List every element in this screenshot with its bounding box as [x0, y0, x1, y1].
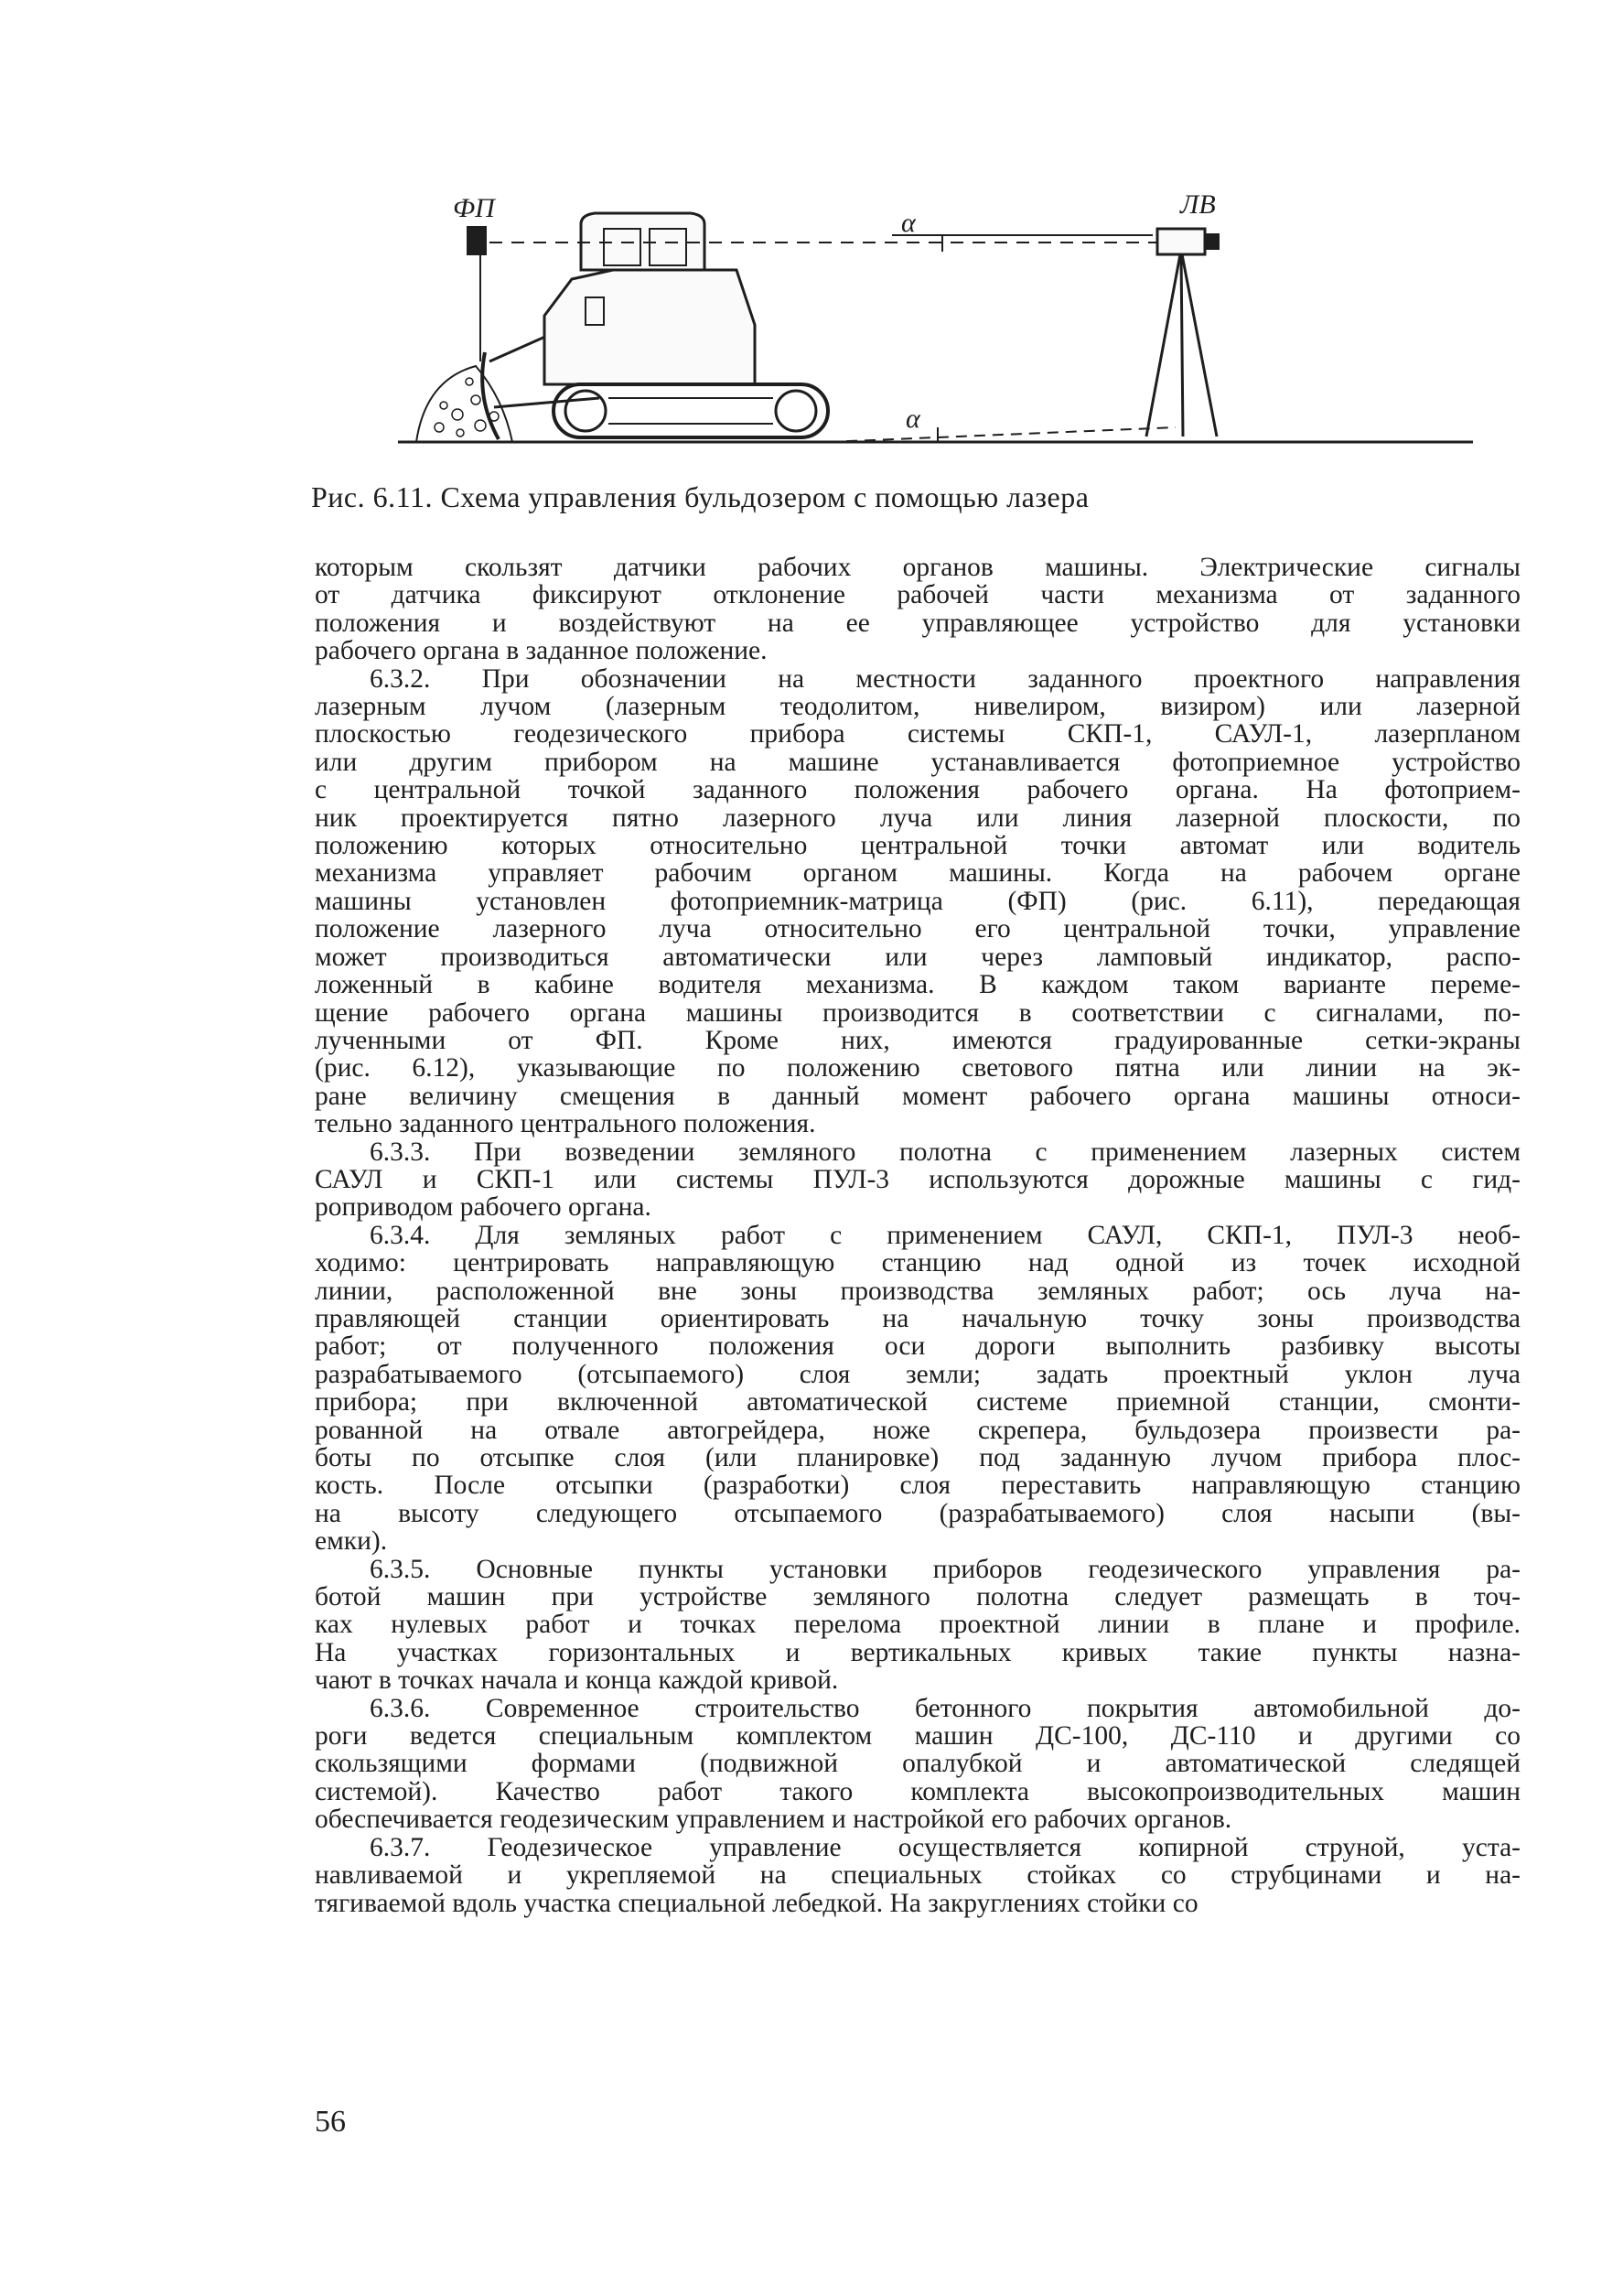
paragraph-line: разрабатываемого (отсыпаемого) слоя земли; задать проектный уклон луча: [315, 1359, 1521, 1389]
paragraph-line: САУЛ и СКП-1 или системы ПУЛ-3 используются дорожные машины с гид-: [315, 1164, 1521, 1194]
paragraph-line: машины установлен фотоприемник-матрица (ФП) (рис. 6.11), передающая: [315, 886, 1521, 916]
label-alpha-bottom: α: [906, 404, 920, 434]
paragraph-line: чают в точках начала и конца каждой кривой.: [315, 1665, 839, 1696]
paragraph-line: ложенный в кабине водителя механизма. В каждом таком варианте переме-: [315, 970, 1521, 1000]
paragraph-line: системой). Качество работ такого комплекта высокопроизводительных машин: [315, 1776, 1521, 1806]
label-fp: ФП: [453, 193, 495, 223]
paragraph-line: навливаемой и укрепляемой на специальных стойках со струбцинами и на-: [315, 1860, 1521, 1891]
paragraph-line: емки).: [315, 1526, 388, 1557]
paragraph-line: скользящими формами (подвижной опалубкой и автоматической следящей: [315, 1749, 1521, 1779]
paragraph-line: рованной на отвале автогрейдера, ноже скрепера, бульдозера произвести ра-: [315, 1415, 1521, 1445]
paragraph-line: механизма управляет рабочим органом машины. Когда на рабочем органе: [315, 858, 1521, 889]
paragraph-line: 6.3.5. Основные пункты установки приборов геодезического управления ра-: [370, 1554, 1521, 1584]
body-text: [315, 554, 1521, 1917]
paragraph-line: положение лазерного луча относительно его центральной точки, управление: [315, 914, 1521, 944]
paragraph-line: прибора; при включенной автоматической системе приемной станции, смонти-: [315, 1387, 1521, 1417]
label-alpha-top: α: [901, 208, 916, 238]
paragraph-line: которым скользят датчики рабочих органов машины. Электрические сигналы: [315, 553, 1521, 582]
paragraph-line: рабочего органа в заданное положение.: [315, 636, 768, 666]
paragraph-line: или другим прибором на машине устанавливается фотоприемное устройство: [315, 747, 1521, 777]
paragraph-line: может производиться автоматически или через ламповый индикатор, распо-: [315, 942, 1521, 972]
paragraph-line: правляющей станции ориентировать на начальную точку зоны производства: [315, 1303, 1521, 1333]
paragraph-line: 6.3.4. Для земляных работ с применением САУЛ, СКП-1, ПУЛ-3 необ-: [370, 1220, 1521, 1250]
paragraph-line: на высоту следующего отсыпаемого (разрабатываемого) слоя насыпи (вы-: [315, 1498, 1521, 1528]
paragraph-line: ботой машин при устройстве земляного полотна следует размещать в точ-: [315, 1582, 1521, 1612]
paragraph-line: лученными от ФП. Кроме них, имеются градуированные сетки-экраны: [315, 1025, 1521, 1055]
paragraph-line: тельно заданного центрального положения.: [315, 1109, 816, 1139]
paragraph-line: роприводом рабочего органа.: [315, 1192, 651, 1223]
paragraph-line: 6.3.7. Геодезическое управление осуществляется копирной струной, уста-: [370, 1832, 1521, 1862]
paragraph-line: ках нулевых работ и точках перелома проектной линии в плане и профиле.: [315, 1610, 1521, 1640]
paragraph-line: 6.3.2. При обозначении на местности заданного проектного направления: [370, 663, 1521, 694]
paragraph-line: от датчика фиксируют отклонение рабочей части механизма от заданного: [315, 580, 1521, 610]
paragraph-line: лазерным лучом (лазерным теодолитом, нивелиром, визиром) или лазерной: [315, 692, 1521, 722]
paragraph-line: тягиваемой вдоль участка специальной лебедкой. На закруглениях стойки со: [315, 1888, 1198, 1918]
paragraph-line: ходимо: центрировать направляющую станцию над одной из точек исходной: [315, 1248, 1521, 1278]
paragraph-line: работ; от полученного положения оси дороги выполнить разбивку высоты: [315, 1331, 1521, 1362]
figure-caption: Рис. 6.11. Схема управления бульдозером с помощью лазера: [311, 480, 1090, 513]
paragraph-line: плоскостью геодезического прибора системы СКП-1, САУЛ-1, лазерпланом: [315, 719, 1521, 749]
paragraph-line: 6.3.3. При возведении земляного полотна с применением лазерных систем: [370, 1137, 1521, 1167]
paragraph-line: (рис. 6.12), указывающие по положению светового пятна или линии на эк-: [315, 1053, 1521, 1083]
paragraph-line: боты по отсыпке слоя (или планировке) под заданную лучом прибора плос-: [315, 1443, 1521, 1472]
paragraph-line: положению которых относительно центральной точки автомат или водитель: [315, 831, 1521, 861]
paragraph-line: На участках горизонтальных и вертикальных кривых такие пункты назна-: [315, 1637, 1521, 1667]
paragraph-line: с центральной точкой заданного положения рабочего органа. На фотоприем-: [315, 775, 1521, 805]
bulldozer-laser-diagram: [389, 188, 1473, 471]
paragraph-line: обеспечивается геодезическим управлением и настройкой его рабочих органов.: [315, 1805, 1232, 1835]
paragraph-line: положения и воздействуют на ее управляющее устройство для установки: [315, 608, 1521, 638]
paragraph-line: ране величину смещения в данный момент рабочего органа машины относи-: [315, 1081, 1521, 1111]
paragraph-line: щение рабочего органа машины производится в соответствии с сигналами, по-: [315, 997, 1521, 1028]
page-number: 56: [315, 2105, 346, 2139]
paragraph-line: ник проектируется пятно лазерного луча или линия лазерной плоскости, по: [315, 803, 1521, 833]
paragraph-line: кость. После отсыпки (разработки) слоя переставить направляющую станцию: [315, 1471, 1521, 1501]
paragraph-line: 6.3.6. Современное строительство бетонного покрытия автомобильной до-: [370, 1693, 1521, 1723]
label-lv: ЛВ: [1180, 189, 1216, 220]
paragraph-line: роги ведется специальным комплектом машин ДС-100, ДС-110 и другими со: [315, 1721, 1521, 1752]
paragraph-line: линии, расположенной вне зоны производства земляных работ; ось луча на-: [315, 1276, 1521, 1306]
